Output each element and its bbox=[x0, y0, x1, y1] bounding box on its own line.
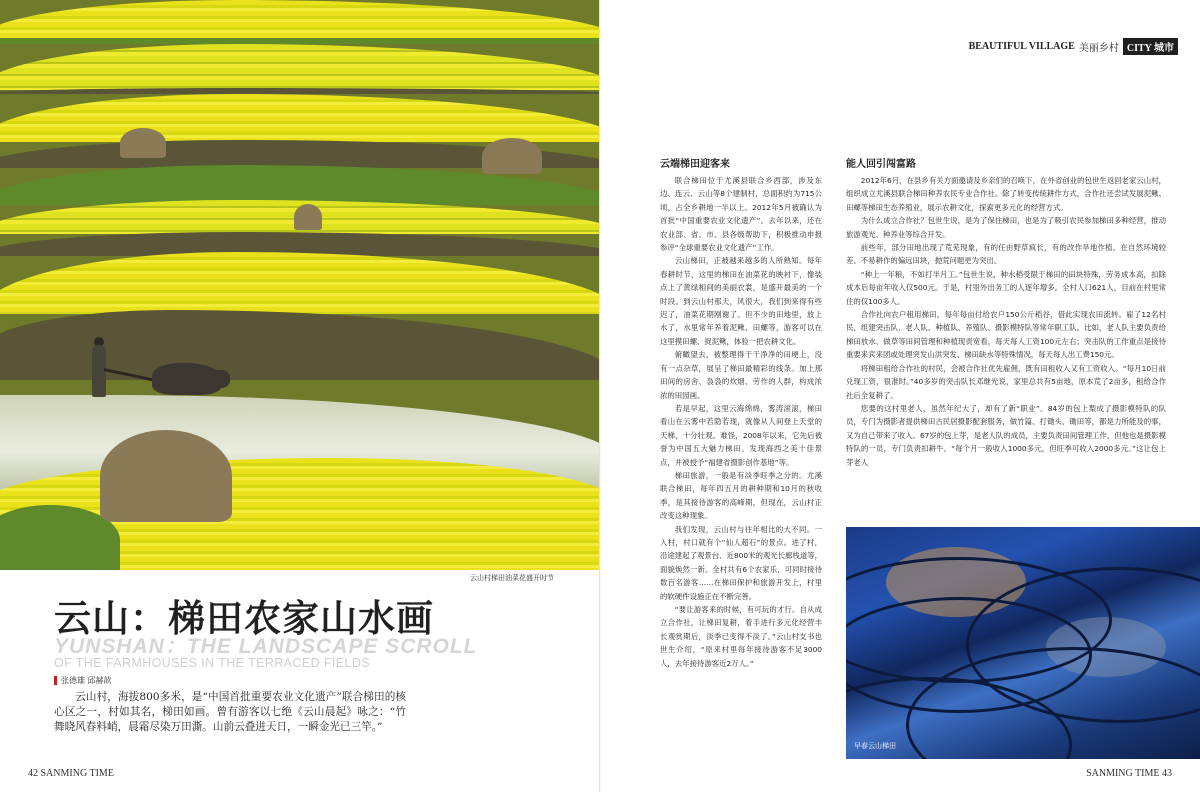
column-1-heading: 云端梯田迎客来 bbox=[660, 159, 730, 170]
article-column-1 bbox=[660, 158, 822, 670]
hero-photo-caption: 云山村梯田油菜花盛开时节 bbox=[470, 574, 554, 582]
section-header bbox=[969, 38, 1178, 55]
column-2-heading: 能人回引闯富路 bbox=[846, 159, 916, 170]
paragraph: 联合梯田位于尤溪县联合乡西部，涉及东边、连云、云山等8个建制村，总面积约为715公顷，占全乡耕地一半以上。2012年5月被确认为首批“中国重要农业文化遗产”。去年以来，还在农业部、省、市、县各级帮助下，积极推动申报参评“全球重要农业文化遗产”工作。 bbox=[660, 176, 822, 253]
paragraph: 合作社向农户租用梯田，每年每亩付给农户150公斤稻谷，借此实现农田流转。雇了12名村民，组建突击队、老人队、种植队、养殖队、摄影模特队等常年职工队。比如，老人队主要负责给梯田放水、做草等田间管理和种植现责宽看，每天每人工资100元左右；突击队的工作重点是接待重要来宾来团或处理突发山洪突发、梯田缺水等特殊情况，每天每人出工费150元。 bbox=[846, 310, 1166, 360]
intro-paragraph: 云山村，海拔800多米，是“中国首批重要农业文化遗产”联合梯田的核心区之一，村如其名，梯田如画。曾有游客以七绝《云山晨起》咏之：“竹舞晓风春料峭，晨霜尽染万田澌。山前云叠进天日，一瞬金光已三竿。” bbox=[54, 691, 406, 733]
article-title-en-line1: YUNSHAN：THE LANDSCAPE SCROLL bbox=[54, 635, 478, 658]
paragraph: 您要的这村里老人，虽然年纪大了，却有了新“职业”。84岁的包上梨成了摄影模特队的队员，专门为摄影者提供梯田古民居摄影配套服务，做竹篇、打锄头、锄田等，都是力所能及的事，又为自己带来了收入。67岁的包上芽，是老人队的成员，主要负责田间管理工作，但他也是摄影模特队的一员，专门负责扣耕牛。“每个月一般收入1000多元，但旺季可收入2000多元。”这让包上芽老人 bbox=[846, 403, 1166, 467]
paragraph: “要让游客来的时候，有可玩的才行。自从成立合作社，让梯田复耕，着手进行多元化经营丰长观赏期后，淡季已变得不淡了。”云山村支书也世生介绍，“原来村里每年接待游客不足3000人，去年接待游客近2万人。” bbox=[660, 605, 822, 668]
paragraph: 若是早起，这里云海绵绵，雾涛滚滚，梯田看山在云雾中若隐若现，就像从人间登上天堂的天梯，十分壮观。难怪，2008年以来，它先后被誉为中国五大魅力梯田、发现海西之美十佳景点，并被授予“福建省摄影创作基地”等。 bbox=[660, 403, 822, 467]
photo-caption-early-spring: 早春云山梯田 bbox=[854, 742, 896, 750]
paragraph: 俯瞰望去，被整理得干干净净的田埂上，没有一点杂草，展呈了梯田最精彩的线条。加上那田间的房舍、袅袅的炊烟、劳作的人群，构成浓浓的田园画。 bbox=[660, 350, 822, 400]
paragraph: 我们发现，云山村与往年相比的大不同。一入村，村口就有个“仙人超石”的景点。进了村，沿途建起了观景台、近800米的观光长廊栈道等，面貌焕然一新。全村共有6个农家乐，可同时接待数百名游客……在梯田保护和旅游开发上，村里的软硬件设施正在不断完善。 bbox=[660, 524, 822, 601]
section-label-en: BEAUTIFUL VILLAGE bbox=[968, 41, 1075, 52]
paragraph: 云山梯田，正被越来越多的人所熟知。每年春耕时节，这里的梯田在油菜花的映衬下，像装点上了黄绿相间的美丽衣裳，是盛开最美的一个时段。到云山村那天，风很大，我们到来得有些迟了，油菜花期刚谢了。但不少的田地里，放上水了，水里常年养着泥鳅、田螺等，游客可以在这里摸田螺、捉泥鳅，体验一把农耕文化。 bbox=[660, 256, 822, 346]
paragraph: 2012年6月，在县乡有关方面邀请及乡亲们的召唤下，在外省创业的包世生返回老家云山村，组织成立尤溪县联合梯田种养农民专业合作社。除了转变传统耕作方式，合作社还尝试发展泥鳅、田螺等梯田生态养殖业，展示农耕文化，探索更多元化的经营方式。 bbox=[846, 176, 1166, 212]
section-badge: CITY 城市 bbox=[1123, 38, 1178, 55]
paragraph: 将梯田租给合作社的村民，会被合作社优先雇佣，既有田租收入又有工资收入。“每月10日前兑现工资，很准时。”40多岁的突击队长邓继光说，家里总共有5亩地，原本荒了2亩多，租给合作社后全复耕了。 bbox=[846, 363, 1166, 400]
page-number-right: SANMING TIME 43 bbox=[1086, 768, 1172, 779]
section-label-cn: 美丽乡村 bbox=[1078, 43, 1119, 54]
paragraph: 前些年，部分田地出现了荒芜现象，有的任由野草疯长，有的改作旱地作植。在自然环境较差、不易耕作的偏远田块，抛荒问题更为突出。 bbox=[846, 243, 1166, 266]
paragraph: 为什么成立合作社？包世生说，是为了保住梯田，也是为了吸引农民参加梯田多种经营，推动旅游观光、种养业等综合开发。 bbox=[846, 216, 1166, 239]
right-page bbox=[600, 0, 1200, 792]
paragraph: 梯田旅游，一般是有淡季旺季之分的。尤溪联合梯田，每年四五月的耕种期和10月的秋收季，是其接待游客的高峰期，但现在，云山村正改变这种现象。 bbox=[660, 470, 822, 521]
byline-marker-icon bbox=[54, 676, 57, 685]
page-number-left: 42 SANMING TIME bbox=[28, 768, 114, 779]
article-title-en-line2: OF THE FARMHOUSES IN THE TERRACED FIELDS bbox=[54, 656, 371, 670]
photo-early-spring-terraces bbox=[846, 527, 1200, 759]
hero-photo-terraced-rapeseed-fields bbox=[0, 0, 600, 570]
article-title-cn: 云山：梯田农家山水画 bbox=[54, 596, 434, 640]
author-names: 张德雄 邱赫歆 bbox=[61, 676, 112, 685]
article-column-2 bbox=[846, 158, 1166, 469]
author-byline bbox=[54, 675, 112, 686]
paragraph: “种上一年粮，不如打半月工。”包世生说，种水稻受限于梯田的田块特殊，劳务成本高，扣除成本后每亩年收入仅500元。于是，村里外出务工的人逐年增多。全村人口621人，目前在村里常住的仅100多人。 bbox=[846, 269, 1166, 306]
